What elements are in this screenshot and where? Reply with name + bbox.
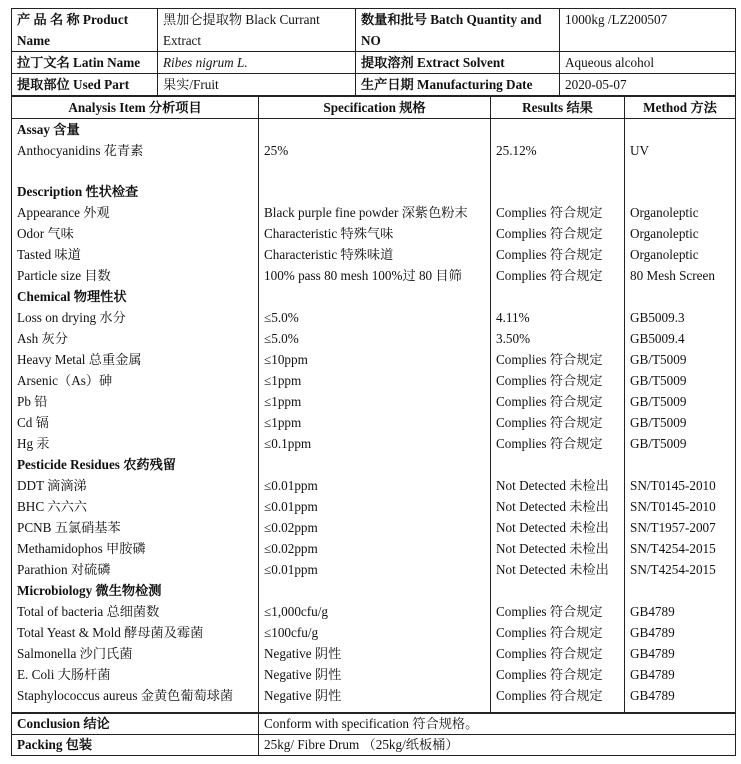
result-cell: 25.12% <box>491 140 625 161</box>
method-cell: GB/T5009 <box>625 391 736 412</box>
spec-cell: ≤0.02ppm <box>259 538 491 559</box>
spec-cell: ≤1ppm <box>259 412 491 433</box>
item-cell: Methamidophos 甲胺磷 <box>12 538 259 559</box>
certificate-of-analysis <box>11 8 735 756</box>
result-cell: Complies 符合规定 <box>491 265 625 286</box>
method-cell: GB5009.3 <box>625 307 736 328</box>
used-part-value: 果实/Fruit <box>158 74 356 96</box>
batch-value: 1000kg /LZ200507 <box>560 9 736 52</box>
section-microbiology <box>12 580 736 601</box>
table-row <box>12 685 736 706</box>
item-cell: BHC 六六六 <box>12 496 259 517</box>
method-cell: GB4789 <box>625 643 736 664</box>
spec-cell: 100% pass 80 mesh 100%过 80 目筛 <box>259 265 491 286</box>
result-cell: Complies 符合规定 <box>491 370 625 391</box>
method-cell: GB/T5009 <box>625 412 736 433</box>
table-row <box>12 307 736 328</box>
item-cell: Particle size 目数 <box>12 265 259 286</box>
latin-name-value: Ribes nigrum L. <box>158 52 356 74</box>
col-results: Results 结果 <box>491 97 625 119</box>
result-cell: Complies 符合规定 <box>491 643 625 664</box>
spec-cell: ≤0.1ppm <box>259 433 491 454</box>
method-cell: SN/T4254-2015 <box>625 559 736 580</box>
product-info-table <box>11 8 736 96</box>
method-cell: 80 Mesh Screen <box>625 265 736 286</box>
item-cell: Tasted 味道 <box>12 244 259 265</box>
method-cell: Organoleptic <box>625 202 736 223</box>
item-cell: Cd 镉 <box>12 412 259 433</box>
table-row <box>12 412 736 433</box>
used-part-label: 提取部位 Used Part <box>12 74 158 96</box>
item-cell: Hg 汞 <box>12 433 259 454</box>
method-cell: GB5009.4 <box>625 328 736 349</box>
table-row <box>12 664 736 685</box>
date-label: 生产日期 Manufacturing Date <box>356 74 560 96</box>
table-row <box>12 202 736 223</box>
spec-cell: ≤1,000cfu/g <box>259 601 491 622</box>
spacer-row <box>12 706 736 713</box>
item-cell: Salmonella 沙门氏菌 <box>12 643 259 664</box>
conclusion-label: Conclusion 结论 <box>12 714 259 735</box>
table-row <box>12 349 736 370</box>
item-cell: Appearance 外观 <box>12 202 259 223</box>
col-analysis-item: Analysis Item 分析项目 <box>12 97 259 119</box>
result-cell: Complies 符合规定 <box>491 202 625 223</box>
table-row <box>12 391 736 412</box>
result-cell: Complies 符合规定 <box>491 601 625 622</box>
method-cell: GB4789 <box>625 622 736 643</box>
method-cell: GB4789 <box>625 664 736 685</box>
result-cell: Not Detected 未检出 <box>491 559 625 580</box>
table-row <box>12 223 736 244</box>
method-cell: SN/T1957-2007 <box>625 517 736 538</box>
table-row <box>12 433 736 454</box>
result-cell: Complies 符合规定 <box>491 622 625 643</box>
col-specification: Specification 规格 <box>259 97 491 119</box>
spec-cell: ≤0.01ppm <box>259 559 491 580</box>
table-row <box>12 475 736 496</box>
item-cell: Parathion 对硫磷 <box>12 559 259 580</box>
spec-cell: 25% <box>259 140 491 161</box>
spec-cell: ≤10ppm <box>259 349 491 370</box>
packing-value: 25kg/ Fibre Drum （25kg/纸板桶） <box>259 735 736 756</box>
item-cell: Pb 铅 <box>12 391 259 412</box>
table-row <box>12 517 736 538</box>
table-row <box>12 496 736 517</box>
result-cell: Not Detected 未检出 <box>491 496 625 517</box>
spec-cell: ≤5.0% <box>259 307 491 328</box>
latin-name-row <box>12 52 736 74</box>
result-cell: Complies 符合规定 <box>491 349 625 370</box>
section-title: Microbiology 微生物检测 <box>12 580 259 601</box>
item-cell: Heavy Metal 总重金属 <box>12 349 259 370</box>
result-cell: Not Detected 未检出 <box>491 517 625 538</box>
result-cell: Complies 符合规定 <box>491 391 625 412</box>
latin-name-label: 拉丁文名 Latin Name <box>12 52 158 74</box>
solvent-label: 提取溶剂 Extract Solvent <box>356 52 560 74</box>
spec-cell: ≤100cfu/g <box>259 622 491 643</box>
result-cell: Complies 符合规定 <box>491 412 625 433</box>
item-cell: Staphylococcus aureus 金黄色葡萄球菌 <box>12 685 259 706</box>
item-cell: Arsenic（As）砷 <box>12 370 259 391</box>
product-name-label: 产 品 名 称 Product Name <box>12 9 158 52</box>
method-cell: SN/T4254-2015 <box>625 538 736 559</box>
method-cell: GB/T5009 <box>625 349 736 370</box>
result-cell: Complies 符合规定 <box>491 664 625 685</box>
method-cell: GB4789 <box>625 601 736 622</box>
spec-cell: ≤0.01ppm <box>259 475 491 496</box>
section-title: Chemical 物理性状 <box>12 286 259 307</box>
product-name-value: 黑加仑提取物 Black Currant Extract <box>158 9 356 52</box>
item-cell: Odor 气味 <box>12 223 259 244</box>
method-cell: GB4789 <box>625 685 736 706</box>
item-cell: E. Coli 大肠杆菌 <box>12 664 259 685</box>
result-cell: Not Detected 未检出 <box>491 475 625 496</box>
section-title: Assay 含量 <box>12 119 259 141</box>
analysis-table <box>11 96 736 713</box>
table-row <box>12 140 736 161</box>
packing-row <box>12 735 736 756</box>
item-cell: Anthocyanidins 花青素 <box>12 140 259 161</box>
result-cell: Complies 符合规定 <box>491 244 625 265</box>
spec-cell: ≤1ppm <box>259 370 491 391</box>
spec-cell: ≤1ppm <box>259 391 491 412</box>
conclusion-row <box>12 714 736 735</box>
table-row <box>12 265 736 286</box>
spec-cell: ≤0.02ppm <box>259 517 491 538</box>
table-row <box>12 538 736 559</box>
table-row <box>12 559 736 580</box>
item-cell: Total Yeast & Mold 酵母菌及霉菌 <box>12 622 259 643</box>
spec-cell: Negative 阴性 <box>259 685 491 706</box>
analysis-header-row <box>12 97 736 119</box>
spec-cell: Characteristic 特殊气味 <box>259 223 491 244</box>
product-name-row <box>12 9 736 52</box>
table-row <box>12 244 736 265</box>
spacer-row <box>12 161 736 181</box>
spec-cell: Negative 阴性 <box>259 643 491 664</box>
result-cell: Complies 符合规定 <box>491 433 625 454</box>
method-cell: GB/T5009 <box>625 370 736 391</box>
result-cell: Not Detected 未检出 <box>491 538 625 559</box>
section-title: Pesticide Residues 农药残留 <box>12 454 259 475</box>
table-row <box>12 601 736 622</box>
method-cell: GB/T5009 <box>625 433 736 454</box>
section-title: Description 性状检查 <box>12 181 259 202</box>
item-cell: Ash 灰分 <box>12 328 259 349</box>
section-pesticide <box>12 454 736 475</box>
date-value: 2020-05-07 <box>560 74 736 96</box>
spec-cell: Negative 阴性 <box>259 664 491 685</box>
packing-label: Packing 包装 <box>12 735 259 756</box>
col-method: Method 方法 <box>625 97 736 119</box>
result-cell: 4.11% <box>491 307 625 328</box>
used-part-row <box>12 74 736 96</box>
table-row <box>12 370 736 391</box>
spec-cell: Characteristic 特殊味道 <box>259 244 491 265</box>
conclusion-value: Conform with specification 符合规格。 <box>259 714 736 735</box>
item-cell: Loss on drying 水分 <box>12 307 259 328</box>
section-assay <box>12 119 736 141</box>
item-cell: DDT 滴滴涕 <box>12 475 259 496</box>
method-cell: Organoleptic <box>625 223 736 244</box>
spec-cell: ≤5.0% <box>259 328 491 349</box>
method-cell: UV <box>625 140 736 161</box>
section-chemical <box>12 286 736 307</box>
conclusion-table <box>11 713 736 756</box>
method-cell: SN/T0145-2010 <box>625 496 736 517</box>
spec-cell: ≤0.01ppm <box>259 496 491 517</box>
section-description <box>12 181 736 202</box>
result-cell: Complies 符合规定 <box>491 223 625 244</box>
result-cell: Complies 符合规定 <box>491 685 625 706</box>
table-row <box>12 622 736 643</box>
method-cell: Organoleptic <box>625 244 736 265</box>
result-cell: 3.50% <box>491 328 625 349</box>
item-cell: Total of bacteria 总细菌数 <box>12 601 259 622</box>
solvent-value: Aqueous alcohol <box>560 52 736 74</box>
method-cell: SN/T0145-2010 <box>625 475 736 496</box>
item-cell: PCNB 五氯硝基苯 <box>12 517 259 538</box>
spec-cell: Black purple fine powder 深紫色粉末 <box>259 202 491 223</box>
table-row <box>12 328 736 349</box>
table-row <box>12 643 736 664</box>
batch-label: 数量和批号 Batch Quantity and NO <box>356 9 560 52</box>
